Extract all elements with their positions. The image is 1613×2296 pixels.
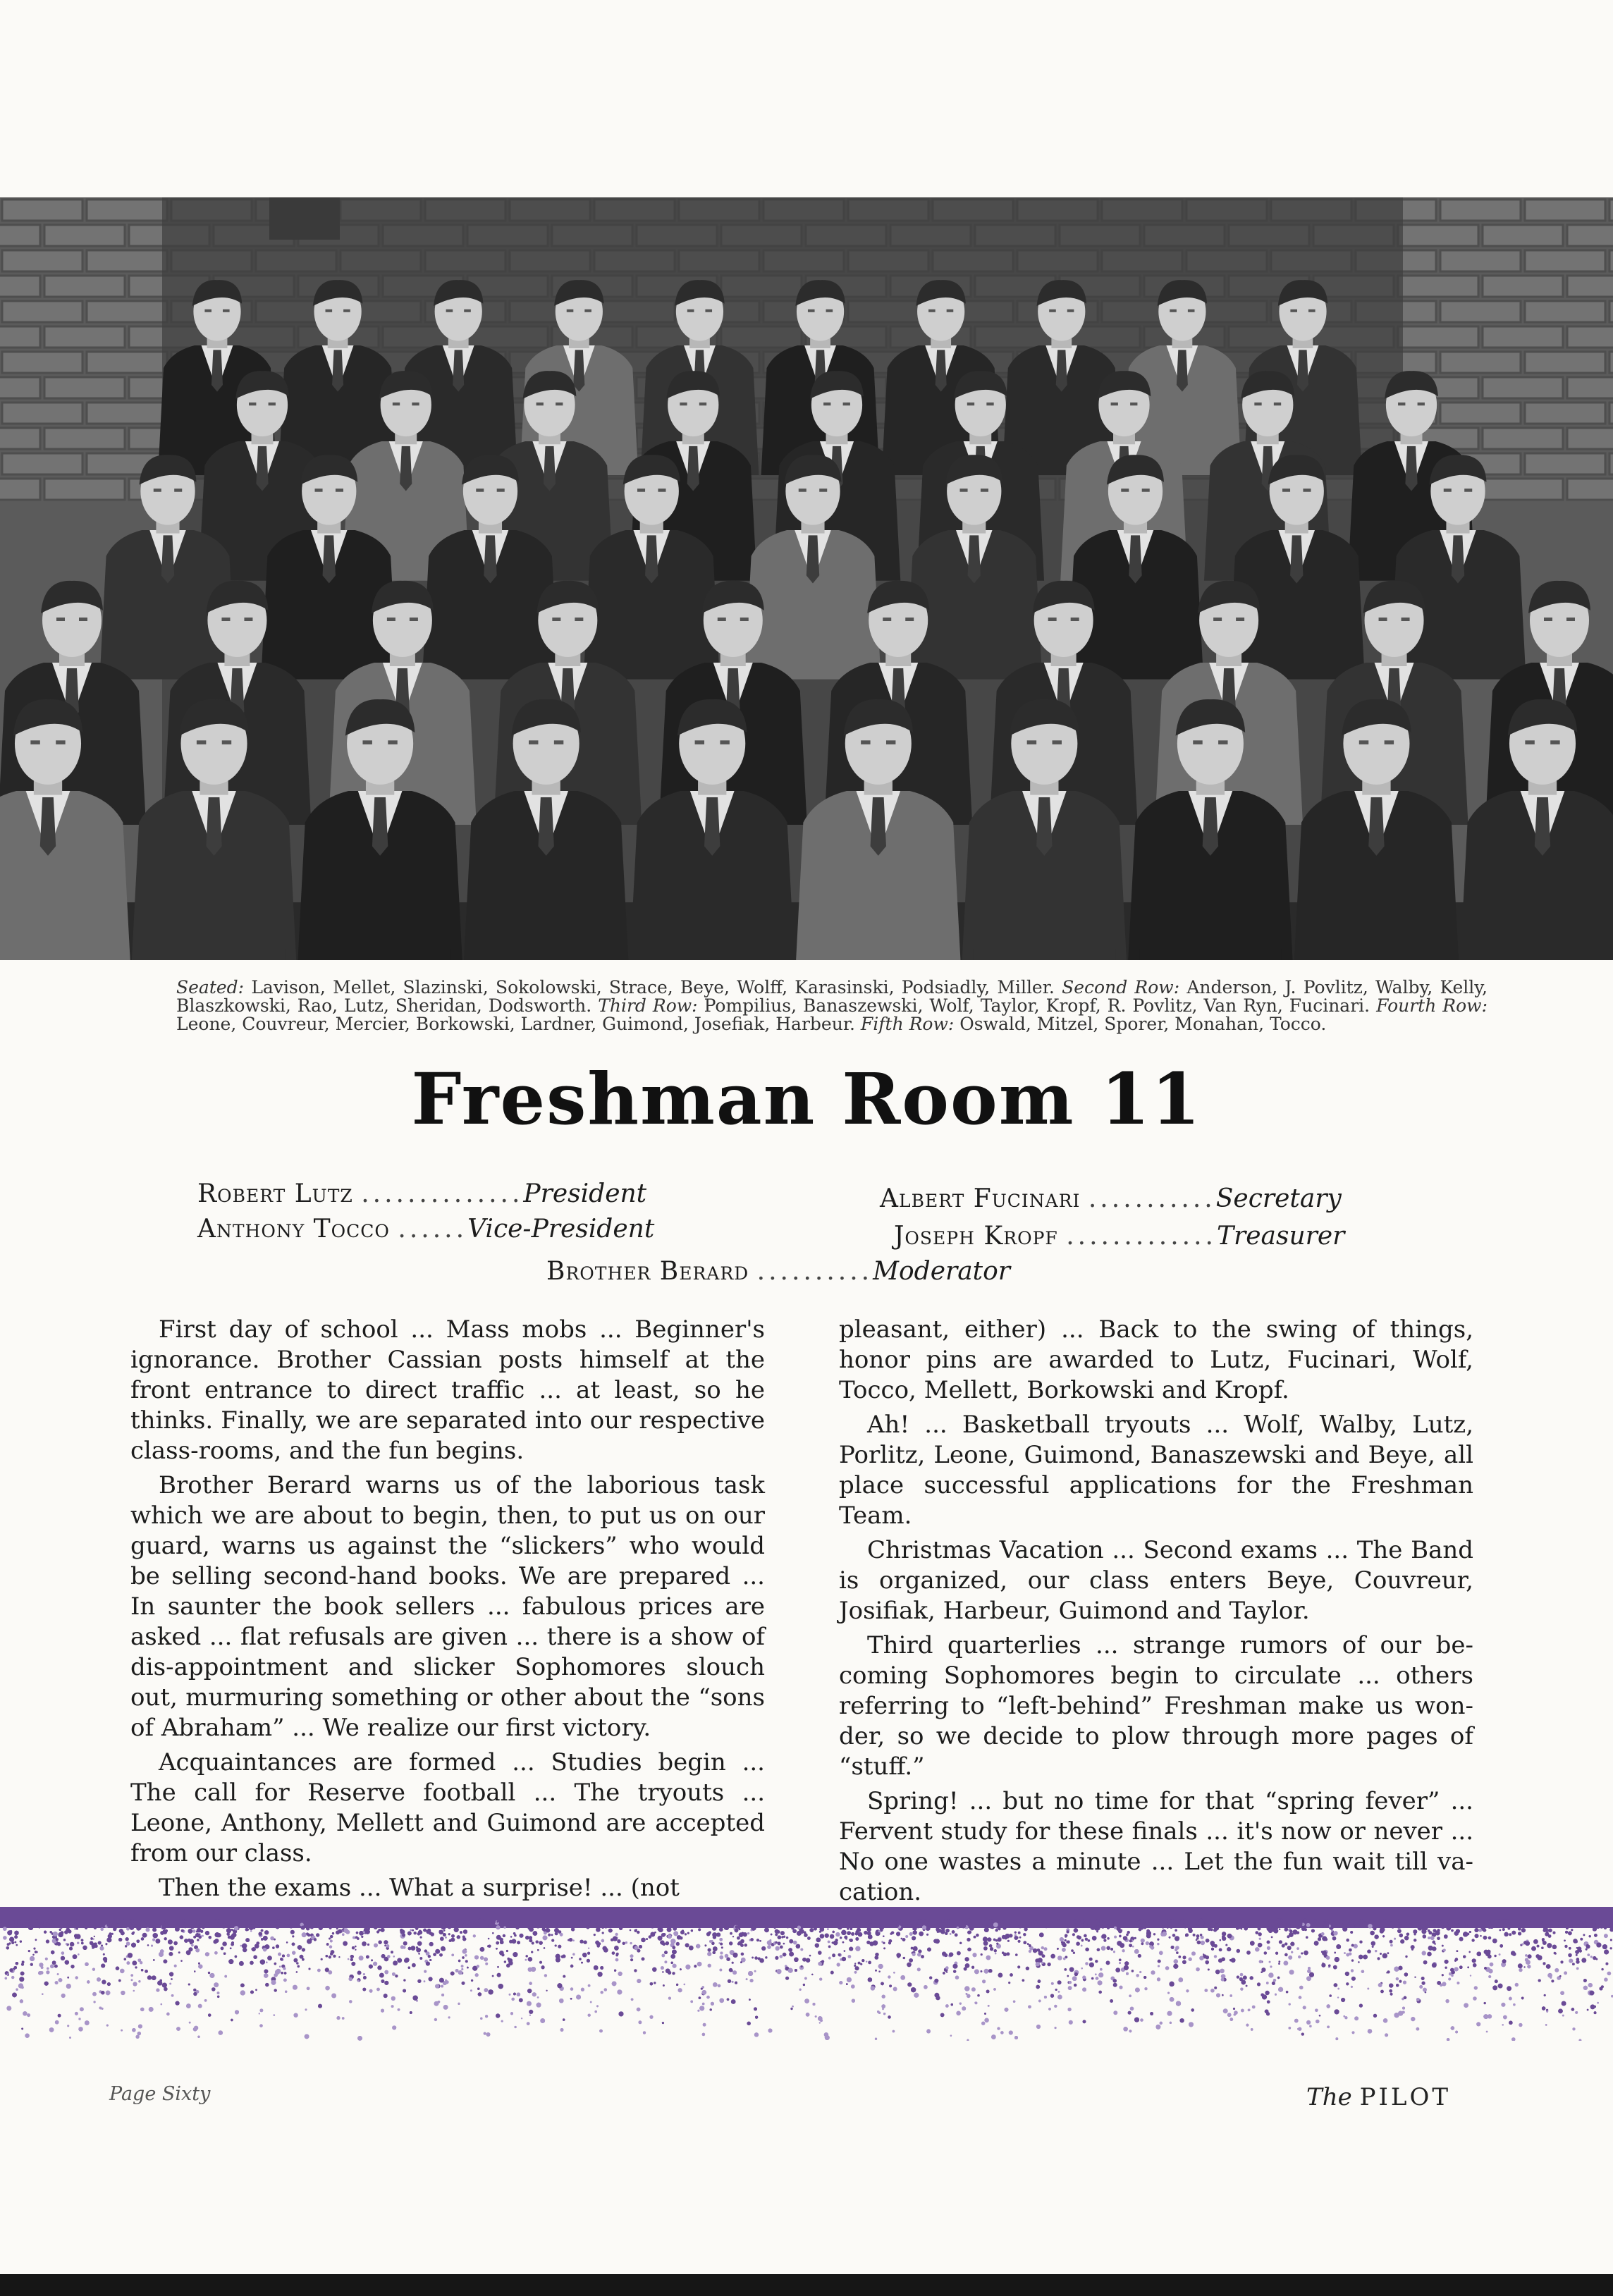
- article-paragraph: Ah! ... Basketball tryouts ... Wolf, Walby, Lutz, Porlitz, Leone, Guimond, Banaszewski and Beye, all place successful applications for the Freshman Team.: [839, 1411, 1473, 1530]
- officer-secretary-name: Albert Fucinari: [880, 1184, 1081, 1213]
- article-paragraph: pleasant, either) ... Back to the swing of things, honor pins are awarded to Lutz, Fucinari, Wolf, Tocco, Mellett, Borkowski and Kropf.: [839, 1315, 1473, 1404]
- caption-third-names: Pompilius, Banaszewski, Wolf, Taylor, Kropf, R. Povlitz, Van Ryn, Fucinari.: [704, 995, 1370, 1016]
- officer-vice-president-dots: ......: [398, 1215, 468, 1244]
- officer-president: [197, 1179, 646, 1208]
- article-paragraph: Acquaintances are formed ... Studies begin ... The call for Reserve football ... The tryouts ... Leone, Anthony, Mellett and Guimond are accepted from our class.: [130, 1748, 765, 1867]
- publication-title: PILOT: [1359, 2083, 1451, 2111]
- officer-treasurer-role: Treasurer: [1216, 1222, 1345, 1251]
- officer-president-dots: ..............: [361, 1179, 524, 1208]
- caption-third-label: Third Row:: [598, 995, 698, 1016]
- caption-second-names: Anderson, J. Povlitz, Walby, Kelly, Blaszkowski, Rao, Lutz, Sheridan, Dodsworth.: [176, 977, 1488, 1016]
- article-right-column: [839, 1315, 1473, 1912]
- page-number: Page Sixty: [109, 2083, 211, 2105]
- group-photo-image: [0, 197, 1613, 960]
- caption-fourth-label: Fourth Row:: [1376, 995, 1488, 1016]
- officer-treasurer-name: Joseph Kropf: [894, 1222, 1058, 1251]
- publication-name: [1306, 2083, 1451, 2111]
- article-paragraph: Spring! ... but no time for that “spring fever” ... Fervent study for these finals ... it's now or never ... No one wastes a minute ... Let the fun wait till va-cation.: [839, 1787, 1473, 1906]
- officer-secretary: [880, 1184, 1342, 1213]
- scan-edge-bar: [0, 2274, 1613, 2296]
- photo-caption: [176, 978, 1488, 1033]
- article-paragraph: Brother Berard warns us of the laborious task which we are about to begin, then, to put us on our guard, warns us against the “slickers” who would be selling second-hand books. We are prepared ... In saunter the book sellers ... fabulous prices are asked ... flat refusals are given ... there is a show of dis-appointment and slicker Sophomores slouch out, murmuring something or other about the “sons of Abraham” ... We realize our first victory.: [130, 1471, 765, 1742]
- officer-vice-president-role: Vice-President: [467, 1215, 655, 1244]
- officer-vice-president-name: Anthony Tocco: [197, 1215, 390, 1244]
- officer-moderator-name: Brother Berard: [546, 1257, 749, 1286]
- caption-seated-names: Lavison, Mellet, Slazinski, Sokolowski, Strace, Beye, Wolff, Karasinski, Podsiadly, Miller.: [251, 977, 1055, 997]
- article-paragraph: Then the exams ... What a surprise! ... (not: [159, 1874, 680, 1902]
- officer-treasurer-dots: .............: [1066, 1222, 1217, 1251]
- caption-fifth-label: Fifth Row:: [860, 1014, 955, 1034]
- officer-moderator: [546, 1257, 1010, 1286]
- article-paragraph: Christmas Vacation ... Second exams ... The Band is organized, our class enters Beye, Couvreur, Josifiak, Harbeur, Guimond and Taylor.: [839, 1536, 1473, 1625]
- caption-fourth-names: Leone, Couvreur, Mercier, Borkowski, Lardner, Guimond, Josefiak, Harbeur.: [176, 1014, 855, 1034]
- page-title: Freshman Room 11: [411, 1057, 1202, 1141]
- officer-secretary-role: Secretary: [1215, 1184, 1342, 1213]
- publication-prefix: The: [1306, 2083, 1352, 2111]
- caption-seated-label: Seated:: [176, 977, 245, 997]
- article-paragraph: Third quarterlies ... strange rumors of our be-coming Sophomores begin to circulate ... others referring to “left-behind” Freshman make us won-der, so we decide to plow through more pages of “stuff.”: [839, 1631, 1473, 1781]
- decorative-stipple-band: [0, 1907, 1613, 2041]
- officer-treasurer: [894, 1222, 1344, 1251]
- caption-fifth-names: Oswald, Mitzel, Sporer, Monahan, Tocco.: [959, 1014, 1327, 1034]
- officer-secretary-dots: ...........: [1088, 1184, 1216, 1213]
- officer-moderator-dots: ..........: [756, 1257, 873, 1286]
- article-paragraph: First day of school ... Mass mobs ... Beginner's ignorance. Brother Cassian posts himself at the front entrance to direct traffic ... at least, so he thinks. Finally, we are separated into our respective class-rooms, and the fun begins.: [130, 1315, 765, 1465]
- officer-vice-president: [197, 1215, 654, 1244]
- officer-president-name: Robert Lutz: [197, 1179, 353, 1208]
- caption-second-label: Second Row:: [1062, 977, 1180, 997]
- article-left-column: [130, 1315, 765, 1908]
- officer-president-role: President: [523, 1179, 647, 1208]
- officer-moderator-role: Moderator: [873, 1257, 1011, 1286]
- group-photo: [0, 197, 1613, 960]
